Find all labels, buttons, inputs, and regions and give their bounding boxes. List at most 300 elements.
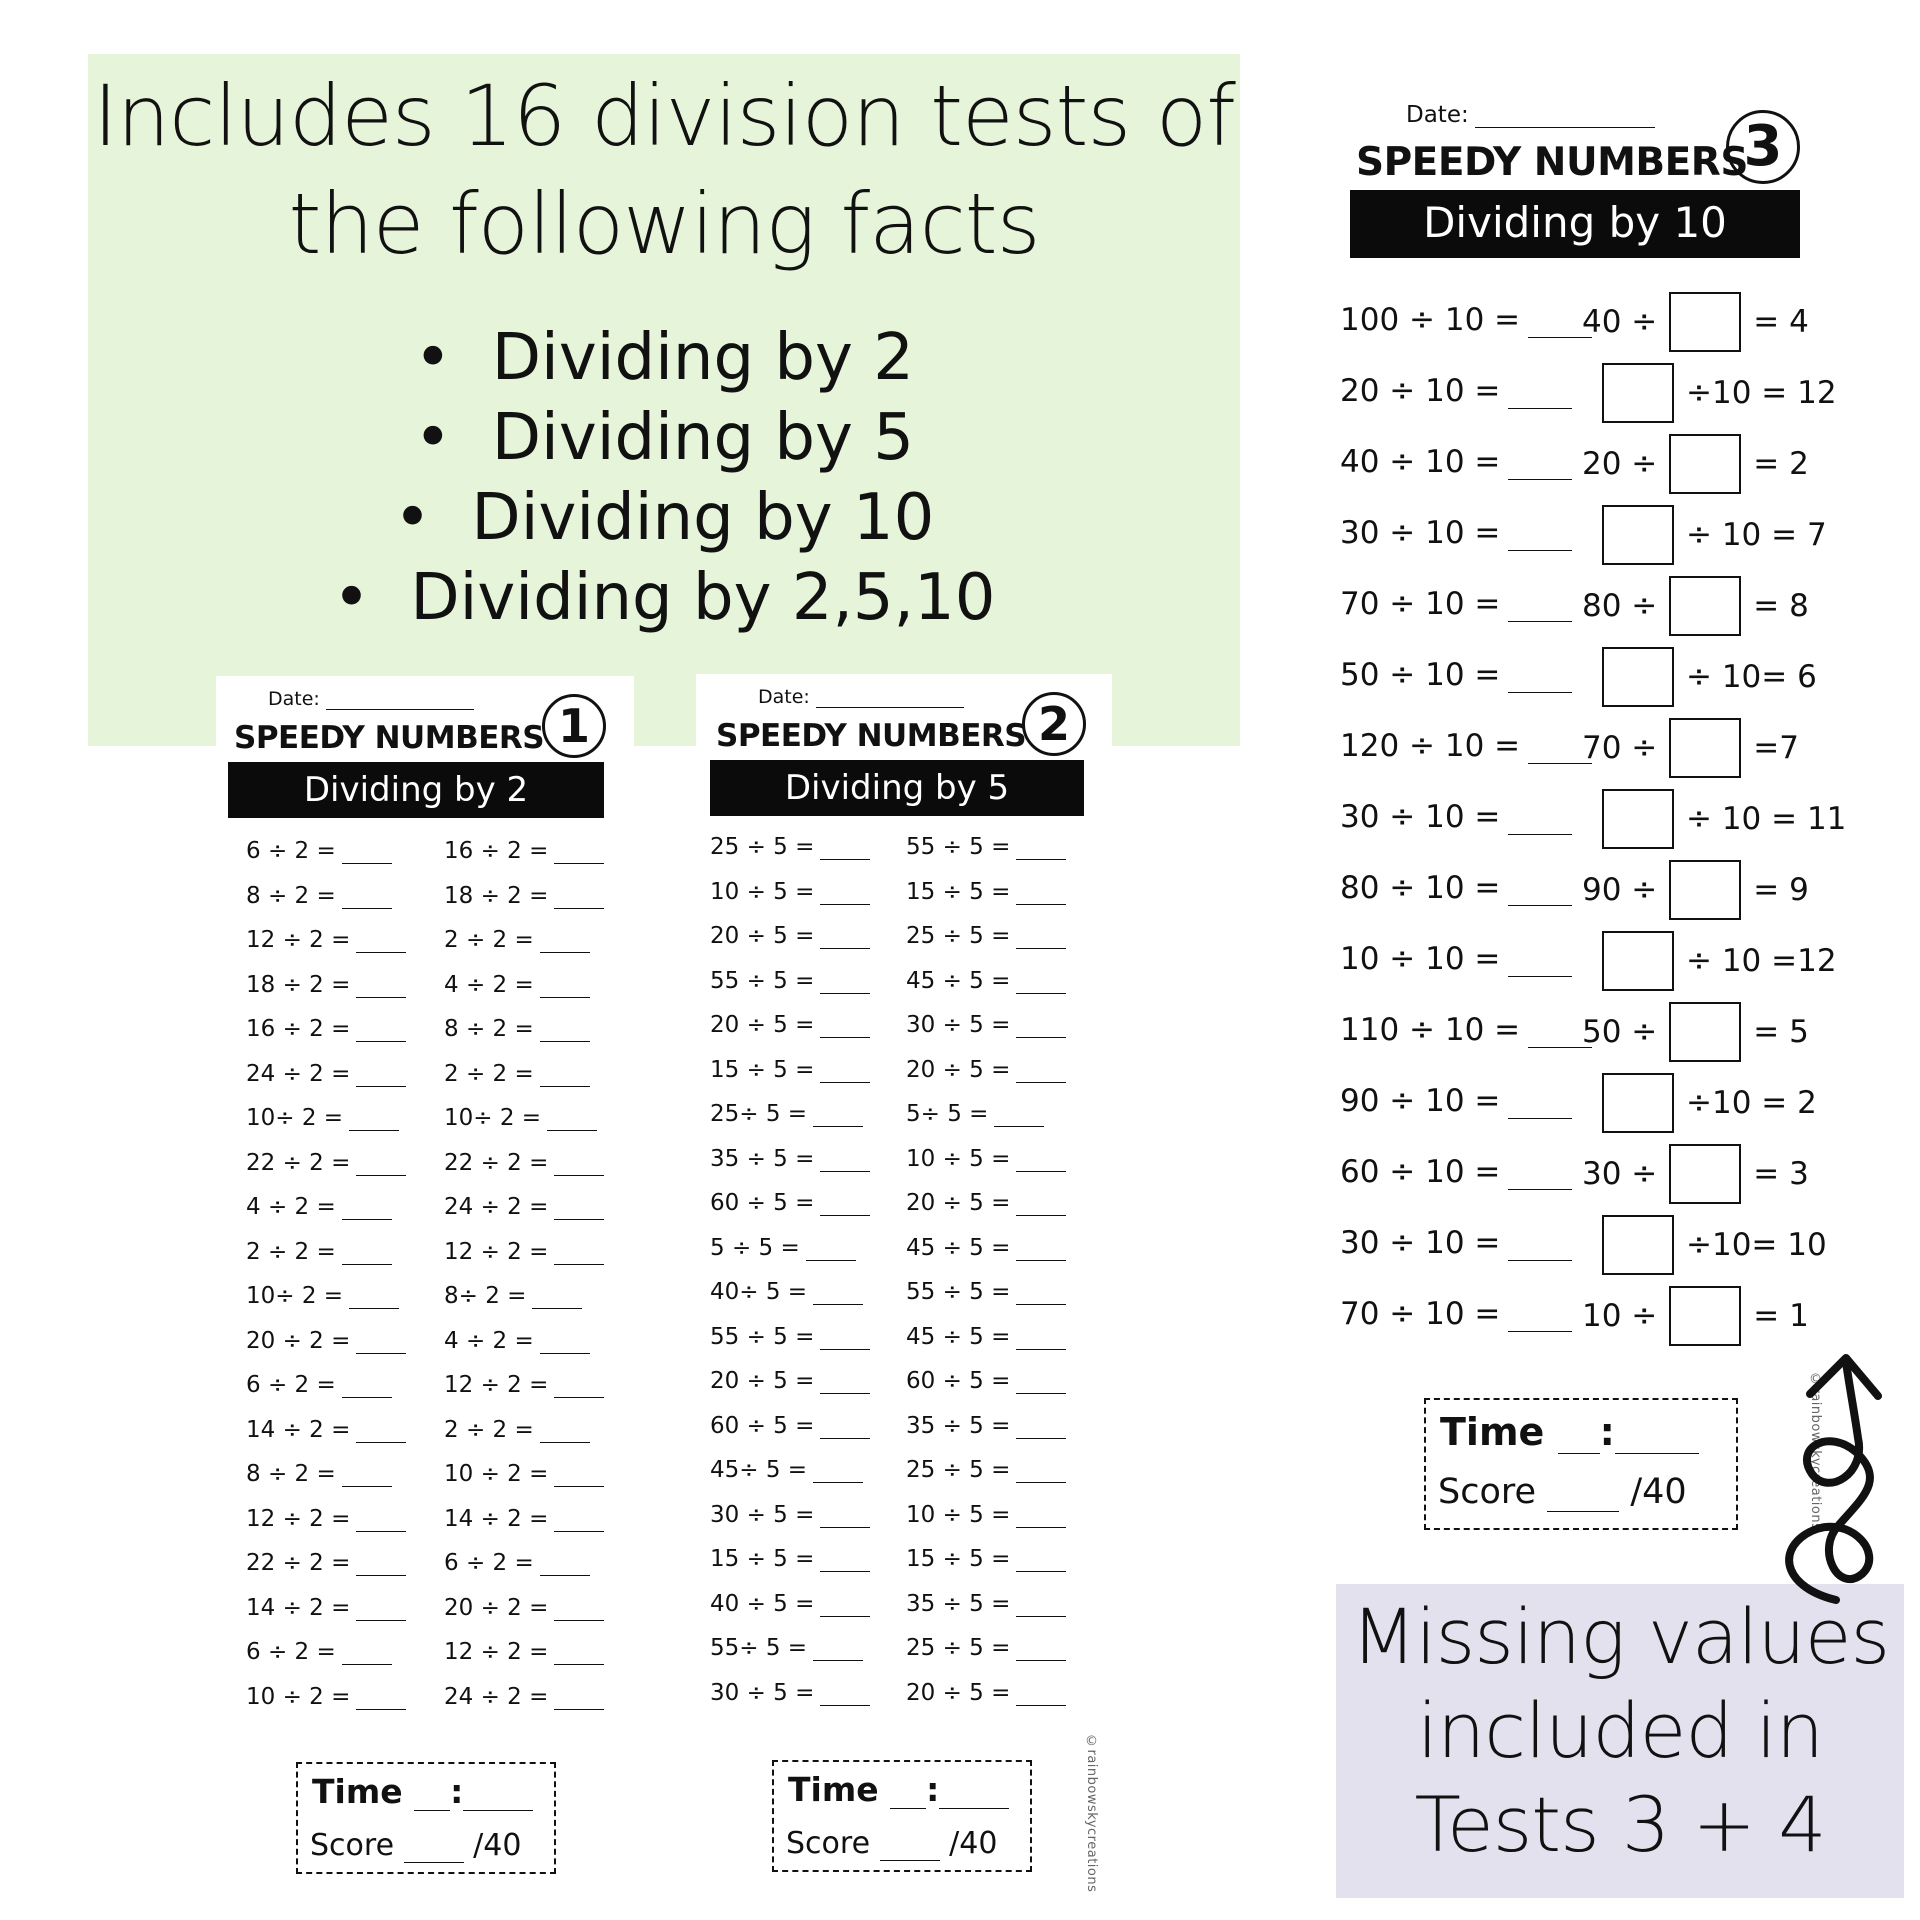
answer-blank[interactable]	[554, 886, 604, 909]
problem-item	[710, 1101, 863, 1127]
problem-text: 10÷ 2 =	[246, 1283, 344, 1309]
bullet-icon: •	[414, 321, 452, 395]
answer-blank[interactable]	[1508, 666, 1572, 693]
problem-text: 25 ÷ 5 =	[906, 923, 1011, 949]
missing-value-box[interactable]	[1669, 860, 1741, 920]
answer-blank[interactable]	[820, 1683, 870, 1706]
problem-item	[906, 1057, 1066, 1083]
problem-item	[710, 834, 870, 860]
problem-item	[710, 1190, 870, 1216]
problem-text: 5 ÷ 5 =	[710, 1234, 800, 1261]
problem-text: 30 ÷ 10 =	[1340, 515, 1501, 551]
problem-text: 10 ÷ 5 =	[906, 1145, 1011, 1172]
problem-text: 8 ÷ 2 =	[246, 882, 336, 909]
answer-blank[interactable]	[1508, 1234, 1572, 1261]
problem-item	[906, 834, 1066, 860]
answer-blank[interactable]	[820, 926, 870, 949]
missing-value-item	[1590, 363, 1837, 423]
answer-blank[interactable]	[1016, 1238, 1066, 1261]
problem-item	[246, 1461, 392, 1487]
problem-text: 10 ÷ 10 =	[1340, 941, 1501, 977]
missing-value-item	[1590, 931, 1837, 991]
banner-bullet-list	[88, 318, 1240, 638]
problem-text: 35 ÷ 5 =	[906, 1412, 1011, 1439]
problem-text: 10 ÷ 5 =	[710, 878, 815, 905]
problem-text: 110 ÷ 10 =	[1340, 1012, 1521, 1048]
missing-value-box[interactable]	[1602, 647, 1674, 707]
answer-blank[interactable]	[1016, 1193, 1066, 1216]
problem-item	[246, 1061, 406, 1087]
answer-blank[interactable]	[554, 1598, 604, 1621]
problem-item	[246, 1595, 406, 1621]
problem-item	[246, 1328, 406, 1354]
problem-item	[444, 883, 604, 909]
problem-item	[906, 923, 1066, 949]
callout-line-1: Missing values	[1350, 1592, 1890, 1681]
answer-blank[interactable]	[1508, 1092, 1572, 1119]
problem-row	[1340, 789, 1847, 851]
missing-value-item	[1582, 718, 1799, 778]
missing-value-box[interactable]	[1602, 931, 1674, 991]
problem-text: 55 ÷ 5 =	[906, 1279, 1011, 1305]
answer-blank[interactable]	[820, 837, 870, 860]
problem-item	[1340, 1225, 1572, 1261]
problem-text: 12 ÷ 2 =	[444, 1238, 549, 1265]
problem-item	[906, 1324, 1066, 1350]
problem-text: 25 ÷ 5 =	[906, 1457, 1011, 1483]
problem-text: 80 ÷	[1582, 588, 1658, 624]
answer-blank[interactable]	[820, 971, 870, 994]
problem-text: 20 ÷ 5 =	[906, 1679, 1011, 1706]
answer-blank[interactable]	[356, 1687, 406, 1710]
problem-row	[1340, 434, 1820, 496]
worksheet-dividing-by-5	[696, 674, 1112, 1893]
answer-blank[interactable]	[820, 1193, 870, 1216]
problem-item	[906, 1146, 1066, 1172]
problem-item	[246, 1150, 406, 1176]
score-field: Score /40	[786, 1826, 998, 1861]
problem-item	[906, 968, 1066, 994]
missing-value-box[interactable]	[1669, 434, 1741, 494]
problem-row	[1340, 292, 1820, 354]
banner-title-line-2: the following facts	[288, 175, 1040, 273]
missing-value-item	[1582, 576, 1809, 636]
score-field: Score /40	[1438, 1472, 1687, 1512]
answer-blank[interactable]	[547, 1108, 597, 1131]
answer-blank[interactable]	[356, 975, 406, 998]
problem-text: 12 ÷ 2 =	[246, 1505, 351, 1532]
problem-text: 100 ÷ 10 =	[1340, 302, 1521, 338]
answer-blank[interactable]	[820, 1371, 870, 1394]
problem-text: 25 ÷ 5 =	[906, 1635, 1011, 1661]
copyright-text: ©rainbowskycreations	[1808, 1372, 1823, 1531]
problem-text: 70 ÷ 10 =	[1340, 586, 1501, 622]
problem-item	[710, 1235, 856, 1261]
answer-blank[interactable]	[806, 1238, 856, 1261]
problem-text: 30 ÷ 10 =	[1340, 799, 1501, 835]
answer-blank[interactable]	[820, 1505, 870, 1528]
answer-blank[interactable]	[813, 1104, 863, 1127]
answer-blank[interactable]	[540, 1331, 590, 1354]
problem-text: 30 ÷	[1582, 1156, 1658, 1192]
problem-item	[710, 1368, 870, 1394]
problem-item	[246, 1105, 399, 1131]
missing-value-box[interactable]	[1602, 505, 1674, 565]
brand-title: SPEEDY NUMBERS	[1356, 140, 1748, 185]
missing-value-item	[1582, 1286, 1809, 1346]
date-field: Date:	[1406, 102, 1655, 128]
answer-blank[interactable]	[1508, 595, 1572, 622]
answer-blank[interactable]	[1016, 1594, 1066, 1617]
problem-item	[444, 1105, 597, 1131]
problem-text: 14 ÷ 2 =	[246, 1594, 351, 1621]
answer-blank[interactable]	[820, 882, 870, 905]
problem-text: 2 ÷ 2 =	[444, 1416, 534, 1443]
problem-text: 20 ÷ 5 =	[710, 1012, 815, 1038]
problem-text: 20 ÷ 10 =	[1340, 373, 1501, 409]
problem-text: 50 ÷ 10 =	[1340, 657, 1501, 693]
missing-value-item	[1582, 1002, 1809, 1062]
answer-blank[interactable]	[1508, 1305, 1572, 1332]
problem-text: 10 ÷	[1582, 1298, 1658, 1334]
problem-item	[246, 1639, 392, 1665]
problem-text: 6 ÷ 2 =	[444, 1550, 534, 1576]
answer-blank[interactable]	[820, 1060, 870, 1083]
answer-blank[interactable]	[1016, 1549, 1066, 1572]
banner-bullet: • Dividing by 2	[414, 321, 914, 395]
problem-text: 45 ÷ 5 =	[906, 967, 1011, 994]
answer-blank[interactable]	[1016, 1371, 1066, 1394]
date-blank	[326, 691, 474, 710]
problem-text: 30 ÷ 5 =	[906, 1012, 1011, 1038]
problem-text: 55 ÷ 5 =	[710, 967, 815, 994]
problem-item	[1340, 373, 1572, 409]
answer-blank[interactable]	[342, 886, 392, 909]
answer-blank[interactable]	[1508, 1163, 1572, 1190]
problem-text: 60 ÷ 5 =	[710, 1412, 815, 1439]
missing-value-box[interactable]	[1602, 1073, 1674, 1133]
answer-blank[interactable]	[1508, 808, 1572, 835]
problem-text: 12 ÷ 2 =	[246, 927, 351, 953]
answer-blank[interactable]	[813, 1460, 863, 1483]
missing-value-box[interactable]	[1669, 576, 1741, 636]
problem-item	[246, 1194, 392, 1220]
brand-title: SPEEDY NUMBERS	[716, 718, 1027, 754]
problem-item	[444, 1639, 604, 1665]
problem-row	[1340, 860, 1820, 922]
problem-item	[444, 1506, 604, 1532]
missing-value-box[interactable]	[1669, 718, 1741, 778]
problem-text: 14 ÷ 2 =	[246, 1416, 351, 1443]
problem-row	[1340, 1144, 1820, 1206]
problem-item	[1340, 302, 1592, 338]
problem-text: 50 ÷	[1582, 1014, 1658, 1050]
problem-text: ÷10= 10	[1686, 1227, 1827, 1263]
answer-blank[interactable]	[554, 1242, 604, 1265]
answer-blank[interactable]	[1016, 926, 1066, 949]
answer-blank[interactable]	[532, 1286, 582, 1309]
problem-item	[710, 1146, 870, 1172]
answer-blank[interactable]	[1016, 1015, 1066, 1038]
problem-text: 120 ÷ 10 =	[1340, 728, 1521, 764]
time-field: Time :	[1440, 1410, 1699, 1454]
answer-blank[interactable]	[1508, 382, 1572, 409]
answer-blank[interactable]	[1016, 1638, 1066, 1661]
answer-blank[interactable]	[356, 1064, 406, 1087]
problem-item	[710, 1324, 870, 1350]
answer-blank[interactable]	[1016, 1505, 1066, 1528]
answer-blank[interactable]	[1508, 453, 1572, 480]
problem-item	[444, 1016, 590, 1042]
problem-text: 15 ÷ 5 =	[906, 878, 1011, 905]
answer-blank[interactable]	[1016, 882, 1066, 905]
banner-bullet: • Dividing by 5	[414, 401, 914, 475]
missing-value-box[interactable]	[1669, 1286, 1741, 1346]
problem-item	[710, 923, 870, 949]
problem-item	[1340, 515, 1572, 551]
answer-blank[interactable]	[554, 1375, 604, 1398]
problem-item	[1340, 941, 1572, 977]
problem-text: 20 ÷	[1582, 446, 1658, 482]
problem-item	[1340, 586, 1572, 622]
answer-blank[interactable]	[554, 1197, 604, 1220]
problem-text: ÷10 = 12	[1686, 375, 1837, 411]
bullet-icon: •	[393, 481, 432, 555]
problem-text: 8÷ 2 =	[444, 1283, 527, 1309]
problem-item	[444, 1684, 604, 1710]
answer-blank[interactable]	[820, 1015, 870, 1038]
problem-item	[1340, 1154, 1572, 1190]
answer-blank[interactable]	[540, 975, 590, 998]
answer-blank[interactable]	[1016, 971, 1066, 994]
problem-row	[1340, 1073, 1820, 1135]
answer-blank[interactable]	[1508, 950, 1572, 977]
answer-blank[interactable]	[1016, 1416, 1066, 1439]
problem-text: 45 ÷ 5 =	[906, 1323, 1011, 1350]
problem-text: 5÷ 5 =	[906, 1101, 989, 1127]
answer-blank[interactable]	[1016, 1282, 1066, 1305]
problem-text: 20 ÷ 5 =	[710, 923, 815, 949]
problem-text: 40 ÷ 5 =	[710, 1590, 815, 1617]
problem-text: 4 ÷ 2 =	[444, 1327, 534, 1354]
problem-text: 6 ÷ 2 =	[246, 1372, 336, 1398]
missing-value-box[interactable]	[1602, 363, 1674, 423]
problem-text: 10÷ 2 =	[246, 1105, 344, 1131]
problem-text: 45÷ 5 =	[710, 1457, 808, 1483]
answer-blank[interactable]	[342, 1642, 392, 1665]
answer-blank[interactable]	[820, 1594, 870, 1617]
problem-item	[906, 1279, 1066, 1305]
missing-value-box[interactable]	[1669, 1002, 1741, 1062]
problem-text: 60 ÷ 5 =	[906, 1368, 1011, 1394]
problem-text: 55÷ 5 =	[710, 1635, 808, 1661]
problem-row	[1340, 363, 1837, 425]
missing-value-item	[1590, 647, 1817, 707]
date-field: Date:	[758, 686, 964, 708]
problem-item	[246, 1372, 392, 1398]
answer-blank[interactable]	[356, 930, 406, 953]
test-number-badge: 1	[542, 694, 606, 758]
problem-item	[906, 1012, 1066, 1038]
answer-blank[interactable]	[1508, 879, 1572, 906]
time-score-box	[772, 1760, 1032, 1872]
answer-blank[interactable]	[1016, 1683, 1066, 1706]
answer-blank[interactable]	[356, 1598, 406, 1621]
answer-blank[interactable]	[554, 1509, 604, 1532]
answer-blank[interactable]	[554, 1642, 604, 1665]
problem-text: 20 ÷ 5 =	[710, 1368, 815, 1394]
answer-blank[interactable]	[540, 930, 590, 953]
problem-item	[1340, 1012, 1592, 1048]
missing-value-item	[1582, 434, 1809, 494]
problem-text: 70 ÷	[1582, 730, 1658, 766]
problem-item	[710, 968, 870, 994]
answer-blank[interactable]	[356, 1420, 406, 1443]
answer-blank[interactable]	[540, 1420, 590, 1443]
problem-text: ÷ 10 = 7	[1686, 517, 1827, 553]
problem-item	[906, 1368, 1066, 1394]
answer-blank[interactable]	[820, 1149, 870, 1172]
problem-item	[906, 1502, 1066, 1528]
answer-blank[interactable]	[356, 1553, 406, 1576]
answer-blank[interactable]	[813, 1282, 863, 1305]
problem-item	[246, 1417, 406, 1443]
answer-blank[interactable]	[554, 841, 604, 864]
test-number-badge: 2	[1022, 692, 1086, 756]
answer-blank[interactable]	[349, 1108, 399, 1131]
problem-text: 55 ÷ 5 =	[710, 1323, 815, 1350]
problem-item	[444, 1417, 590, 1443]
answer-blank[interactable]	[813, 1638, 863, 1661]
worksheet-title-bar: Dividing by 5	[710, 760, 1084, 816]
problem-text: 18 ÷ 2 =	[246, 971, 351, 998]
problem-text: = 2	[1753, 446, 1809, 482]
answer-blank[interactable]	[554, 1153, 604, 1176]
missing-value-box[interactable]	[1602, 1215, 1674, 1275]
answer-blank[interactable]	[540, 1064, 590, 1087]
answer-blank[interactable]	[820, 1327, 870, 1350]
problem-item	[1340, 444, 1572, 480]
brand-title: SPEEDY NUMBERS	[234, 720, 545, 756]
banner-bullet: • Dividing by 10	[393, 481, 935, 555]
problem-item	[444, 1283, 582, 1309]
problem-text: = 4	[1753, 304, 1809, 340]
date-blank	[1475, 105, 1655, 128]
problem-item	[246, 1506, 406, 1532]
answer-blank[interactable]	[1016, 1327, 1066, 1350]
time-score-box	[296, 1762, 556, 1874]
worksheet-title-bar: Dividing by 2	[228, 762, 604, 818]
answer-blank[interactable]	[349, 1286, 399, 1309]
answer-blank[interactable]	[342, 1197, 392, 1220]
problem-text: ÷ 10 = 11	[1686, 801, 1847, 837]
problem-text: 12 ÷ 2 =	[444, 1639, 549, 1665]
answer-blank[interactable]	[554, 1687, 604, 1710]
problem-item	[444, 1372, 604, 1398]
test-number-badge: 3	[1726, 110, 1800, 184]
problem-item	[444, 927, 590, 953]
missing-value-box[interactable]	[1602, 789, 1674, 849]
problem-item	[444, 1239, 604, 1265]
problem-text: 6 ÷ 2 =	[246, 1639, 336, 1665]
problem-item	[444, 1595, 604, 1621]
answer-blank[interactable]	[1508, 524, 1572, 551]
problem-item	[1340, 870, 1572, 906]
problem-item	[246, 1283, 399, 1309]
problem-text: 2 ÷ 2 =	[246, 1238, 336, 1265]
answer-blank[interactable]	[1016, 1149, 1066, 1172]
worksheet-title-bar: Dividing by 10	[1350, 190, 1800, 258]
callout-line-3: Tests 3 + 4	[1414, 1780, 1826, 1869]
problem-item	[246, 1684, 406, 1710]
problem-item	[710, 1635, 863, 1661]
problem-item	[246, 1016, 406, 1042]
answer-blank[interactable]	[1016, 837, 1066, 860]
answer-blank[interactable]	[554, 1464, 604, 1487]
problem-text: 30 ÷ 5 =	[710, 1501, 815, 1528]
problem-item	[444, 1461, 604, 1487]
missing-value-box[interactable]	[1669, 292, 1741, 352]
problem-text: 24 ÷ 2 =	[444, 1194, 549, 1220]
score-field: Score /40	[310, 1828, 522, 1863]
problem-item	[246, 883, 392, 909]
problem-text: ÷ 10 =12	[1686, 943, 1837, 979]
problem-item	[246, 1239, 392, 1265]
answer-blank[interactable]	[342, 841, 392, 864]
missing-value-box[interactable]	[1669, 1144, 1741, 1204]
answer-blank[interactable]	[356, 1331, 406, 1354]
problem-item	[444, 838, 604, 864]
answer-blank[interactable]	[994, 1104, 1044, 1127]
callout-text	[1336, 1590, 1904, 1872]
problem-text: 2 ÷ 2 =	[444, 927, 534, 953]
answer-blank[interactable]	[342, 1375, 392, 1398]
problem-row	[1340, 718, 1820, 780]
problem-text: 10 ÷ 2 =	[246, 1683, 351, 1710]
problem-item	[710, 1502, 870, 1528]
answer-blank[interactable]	[820, 1549, 870, 1572]
problem-item	[444, 1194, 604, 1220]
problem-row	[1340, 505, 1827, 567]
problem-item	[906, 1635, 1066, 1661]
banner-title-line-1: Includes 16 division tests of	[93, 67, 1235, 165]
problem-text: 22 ÷ 2 =	[444, 1149, 549, 1176]
answer-blank[interactable]	[1016, 1060, 1066, 1083]
problem-text: 4 ÷ 2 =	[246, 1194, 336, 1220]
problem-text: 20 ÷ 5 =	[906, 1190, 1011, 1216]
answer-blank[interactable]	[356, 1153, 406, 1176]
time-score-box	[1424, 1398, 1738, 1530]
answer-blank[interactable]	[540, 1019, 590, 1042]
problem-item	[906, 1101, 1044, 1127]
answer-blank[interactable]	[820, 1416, 870, 1439]
answer-blank[interactable]	[356, 1019, 406, 1042]
problem-item	[1340, 799, 1572, 835]
problem-item	[906, 1457, 1066, 1483]
answer-blank[interactable]	[342, 1464, 392, 1487]
problem-item	[710, 1279, 863, 1305]
answer-blank[interactable]	[1016, 1460, 1066, 1483]
problem-item	[246, 927, 406, 953]
problem-text: 20 ÷ 2 =	[444, 1594, 549, 1621]
answer-blank[interactable]	[356, 1509, 406, 1532]
problem-item	[906, 1235, 1066, 1261]
answer-blank[interactable]	[540, 1553, 590, 1576]
problem-text: =7	[1753, 730, 1799, 766]
problem-text: = 9	[1753, 872, 1809, 908]
answer-blank[interactable]	[342, 1242, 392, 1265]
problem-text: 8 ÷ 2 =	[246, 1461, 336, 1487]
